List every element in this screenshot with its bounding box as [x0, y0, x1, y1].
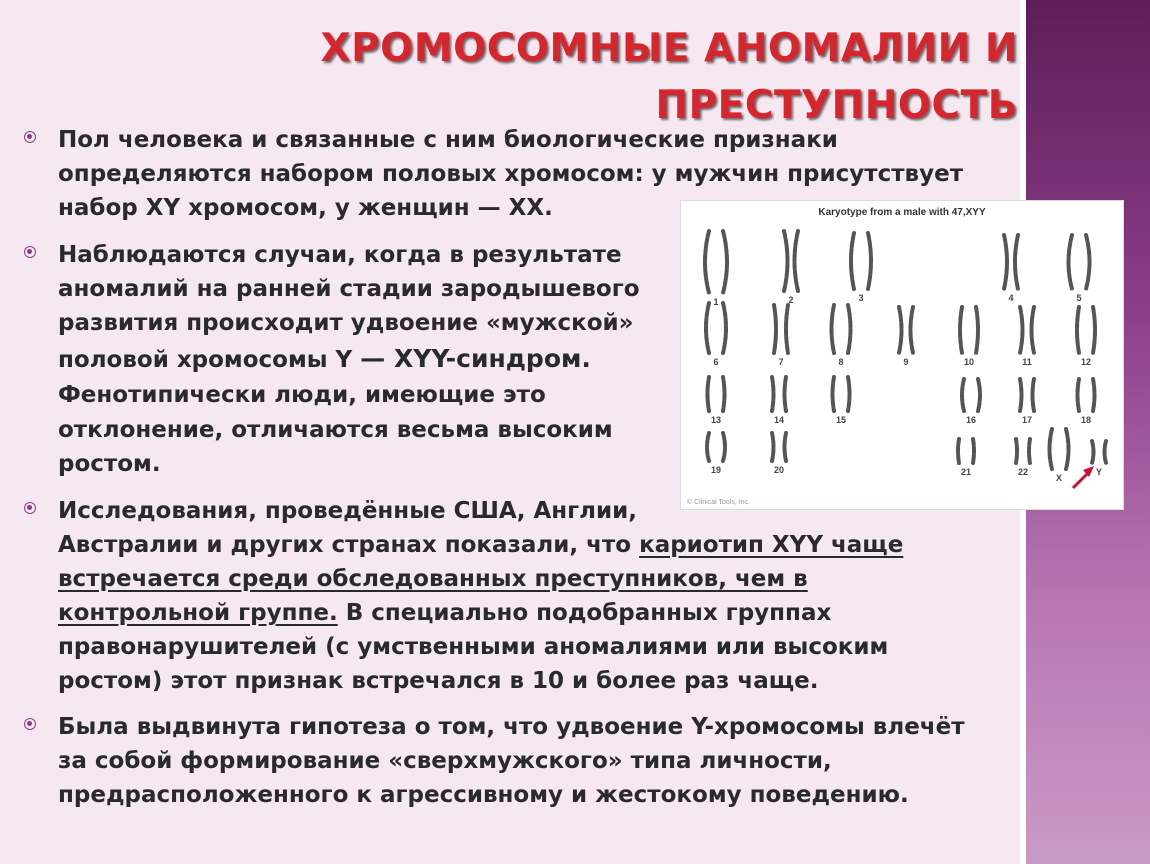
- chromosome-14: [772, 377, 774, 411]
- chromosome-6: [706, 303, 709, 353]
- p3-line-5: правонарушителей (с умственными аномалиями или высоким: [58, 634, 889, 660]
- chromosome-2: [784, 231, 788, 291]
- chromosome-label: 16: [965, 415, 977, 425]
- p4-line-3: предрасположенного к агрессивному и жестокому поведению.: [58, 782, 909, 808]
- chromosome-label: 3: [858, 293, 864, 303]
- chromosome-label: 11: [1022, 357, 1032, 367]
- p1-line-2: определяются набором половых хромосом: у мужчин присутствует: [58, 161, 964, 187]
- chromosome-label: 6: [713, 357, 719, 367]
- p2-line-7: ростом.: [58, 451, 161, 477]
- p1-line-3: набор XY хромосом, у женщин — XX.: [58, 195, 553, 221]
- chromosome-16: [978, 379, 980, 411]
- chromosome-10: [976, 307, 978, 353]
- chromosome-label: 15: [835, 415, 847, 425]
- chromosome-3: [851, 233, 854, 289]
- chromosome-5: [1086, 235, 1090, 289]
- chromosome-13: [723, 377, 725, 411]
- chromosome-label: 10: [963, 357, 975, 367]
- bullet-icon: [24, 246, 36, 258]
- p3-line-4: [58, 596, 831, 630]
- chromosome-Y: [1092, 441, 1094, 463]
- chromosome-label: 9: [903, 357, 909, 367]
- chromosome-4: [1015, 235, 1018, 289]
- chromosome-17: [1033, 379, 1035, 411]
- p4-line-2: за собой формирование «сверхмужского» типа личности,: [58, 748, 832, 774]
- p3-line-2-text: Австралии и других странах показали, что: [58, 532, 640, 558]
- karyotype-image: [680, 200, 1124, 510]
- p2-line-1: Наблюдаются случаи, когда в результате: [58, 242, 622, 268]
- chromosome-19: [723, 433, 725, 461]
- chromosome-20: [772, 433, 774, 461]
- chromosome-label: 8: [838, 357, 844, 367]
- chromosome-11: [1020, 307, 1023, 353]
- chromosome-21: [958, 439, 959, 463]
- chromosome-17: [1020, 379, 1022, 411]
- chromosome-4: [1004, 235, 1007, 289]
- chromosome-label: Y: [1095, 467, 1103, 477]
- slide-title-line-2: ПРЕСТУПНОСТЬ: [655, 83, 1018, 128]
- chromosome-label: 20: [773, 465, 785, 475]
- chromosome-9: [899, 307, 902, 353]
- chromosome-X: [1066, 429, 1069, 469]
- chromosome-7: [786, 305, 788, 353]
- p3-line-6: ростом) этот признак встречался в 10 и более раз чаще.: [58, 668, 819, 694]
- chromosome-18: [1093, 379, 1095, 411]
- chromosome-22: [1029, 439, 1030, 463]
- karyotype-figure: [681, 201, 1123, 509]
- chromosome-1: [723, 231, 727, 293]
- chromosome-20: [785, 433, 787, 461]
- bullet-icon: [24, 718, 36, 730]
- chromosome-5: [1069, 235, 1073, 289]
- chromosome-Y: [1105, 441, 1107, 463]
- p2-line-4: [58, 342, 591, 377]
- bullet-icon: [24, 131, 36, 143]
- chromosome-7: [774, 305, 776, 353]
- p3-line-2: [58, 528, 903, 562]
- chromosome-2: [795, 231, 799, 291]
- chromosome-11: [1032, 307, 1035, 353]
- chromosome-6: [723, 303, 726, 353]
- arrow-icon: [1073, 466, 1094, 488]
- chromosome-label: 1: [713, 297, 719, 307]
- chromosome-12: [1077, 307, 1079, 353]
- chromosome-label: X: [1055, 473, 1063, 483]
- chromosome-label: 14: [773, 415, 785, 425]
- chromosome-19: [707, 433, 709, 461]
- p3-line-1: Исследования, проведённые США, Англии,: [58, 498, 637, 524]
- chromosome-8: [832, 305, 835, 353]
- xyy-syndrome-term: — XYY-синдром.: [360, 344, 591, 373]
- chromosome-14: [785, 377, 787, 411]
- p2-line-2: аномалий на ранней стадии зародышевого: [58, 276, 640, 302]
- p2-line-3: развития происходит удвоение «мужской»: [58, 310, 634, 336]
- chromosome-X: [1050, 429, 1053, 469]
- chromosome-label: 19: [710, 465, 722, 475]
- chromosome-18: [1078, 379, 1080, 411]
- chromosome-12: [1093, 307, 1095, 353]
- chromosome-10: [960, 307, 962, 353]
- p3-line-4-text: В специально подобранных группах: [337, 600, 832, 626]
- chromosome-22: [1016, 439, 1017, 463]
- chromosome-15: [833, 377, 835, 411]
- p3-underlined-text-2: встречается среди обследованных преступников, чем в: [58, 566, 808, 592]
- karyotype-credit: © Clinical Tools, Inc.: [687, 499, 750, 506]
- chromosome-3: [868, 233, 871, 289]
- chromosome-label: 17: [1021, 415, 1033, 425]
- chromosome-label: 5: [1076, 293, 1082, 303]
- chromosome-label: 2: [788, 295, 794, 305]
- p4-line-1: Была выдвинута гипотеза о том, что удвоение Y-хромосомы влечёт: [58, 714, 965, 740]
- p3-underlined-text-1: кариотип XYY чаще: [639, 532, 904, 558]
- chromosome-9: [911, 307, 914, 353]
- chromosome-1: [705, 231, 709, 293]
- chromosome-15: [848, 377, 850, 411]
- chromosome-label: 4: [1008, 293, 1014, 303]
- chromosome-16: [962, 379, 964, 411]
- chromosome-label: 7: [778, 357, 784, 367]
- chromosome-label: 13: [710, 415, 722, 425]
- chromosome-label: 22: [1017, 467, 1029, 477]
- chromosome-21: [973, 439, 974, 463]
- chromosome-label: 12: [1080, 357, 1092, 367]
- p2-line-4-text: половой хромосомы Y: [58, 347, 361, 373]
- chromosome-8: [848, 305, 851, 353]
- bullet-icon: [24, 502, 36, 514]
- p3-underlined-text-3: контрольной группе.: [58, 600, 338, 626]
- chromosome-label: 18: [1080, 415, 1092, 425]
- karyotype-caption: Karyotype from a male with 47,XYY: [818, 207, 986, 218]
- p1-line-1: Пол человека и связанные с ним биологические признаки: [58, 127, 838, 153]
- p2-line-5: Фенотипически люди, имеющие это: [58, 382, 546, 408]
- p3-line-3: [58, 562, 808, 596]
- p2-line-6: отклонение, отличаются весьма высоким: [58, 417, 613, 443]
- slide-title-line-1: ХРОМОСОМНЫЕ АНОМАЛИИ И: [320, 26, 1018, 71]
- chromosome-13: [708, 377, 710, 411]
- chromosome-label: 21: [960, 467, 972, 477]
